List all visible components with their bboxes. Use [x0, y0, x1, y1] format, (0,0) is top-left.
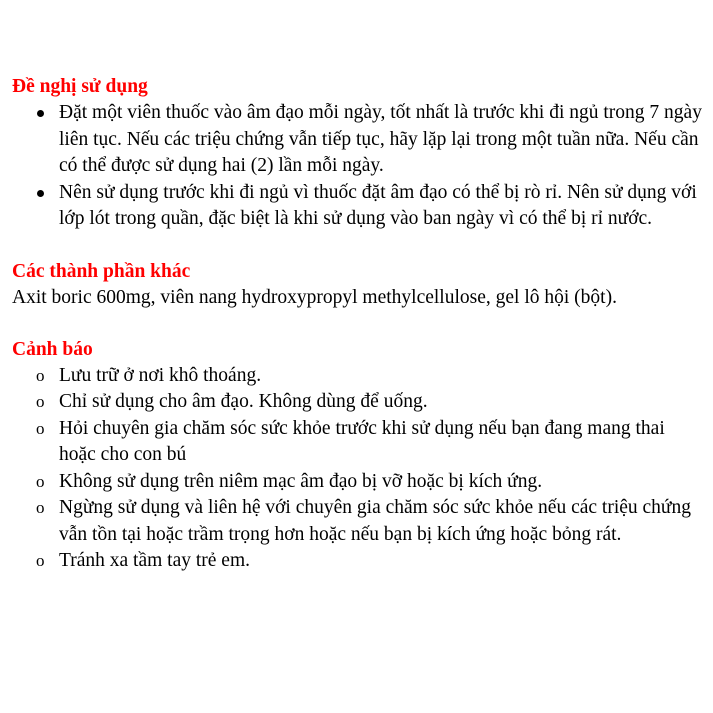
warning-item: [12, 363, 703, 390]
warning-item-text: Ngừng sử dụng và liên hệ với chuyên gia chăm sóc sức khỏe nếu các triệu chứng vẫn tồn tại hoặc trầm trọng hơn hoặc nếu bạn bị kích ứng hoặc bỏng rát.: [59, 497, 691, 545]
ingredients-heading: Các thành phần khác: [12, 260, 191, 282]
usage-heading: Đề nghị sử dụng: [12, 76, 148, 97]
usage-item: [12, 180, 703, 233]
usage-item-text: Nên sử dụng trước khi đi ngủ vì thuốc đặt âm đạo có thể bị rò rỉ. Nên sử dụng với lớp lót trong quần, đặc biệt là khi sử dụng vào ban ngày vì có thể bị rỉ nước.: [59, 181, 697, 229]
circle-bullet-icon: o: [36, 392, 45, 411]
warning-item-text: Không sử dụng trên niêm mạc âm đạo bị vỡ hoặc bị kích ứng.: [59, 470, 543, 492]
circle-bullet-icon: o: [36, 551, 45, 570]
circle-bullet-icon: o: [36, 471, 45, 491]
warning-item: [12, 416, 703, 469]
bullet-icon: [37, 110, 44, 117]
warning-item-text: Tránh xa tầm tay trẻ em.: [59, 550, 250, 571]
warnings-list: [12, 363, 703, 575]
ingredients-section: [12, 259, 703, 311]
warning-item-text: Lưu trữ ở nơi khô thoáng.: [59, 364, 262, 386]
circle-bullet-icon: o: [36, 365, 45, 385]
bullet-icon: [37, 190, 44, 197]
usage-section: [12, 74, 703, 233]
usage-list: [12, 100, 703, 233]
circle-bullet-icon: o: [36, 498, 45, 517]
warning-item-text: Chỉ sử dụng cho âm đạo. Không dùng để uống.: [59, 391, 428, 412]
warning-item: [12, 495, 703, 548]
usage-item-text: Đặt một viên thuốc vào âm đạo mỗi ngày, tốt nhất là trước khi đi ngủ trong 7 ngày liên tục. Nếu các triệu chứng vẫn tiếp tục, hãy lặp lại trong một tuần nữa. Nếu cần có thể được sử dụng hai (2) lần mỗi ngày.: [59, 102, 702, 176]
warnings-section: [12, 337, 703, 575]
warning-item: [12, 548, 703, 575]
warning-item: [12, 469, 703, 496]
usage-item: [12, 100, 703, 180]
ingredients-text: Axit boric 600mg, viên nang hydroxypropyl methylcellulose, gel lô hội (bột).: [12, 286, 617, 308]
warning-item-text: Hỏi chuyên gia chăm sóc sức khỏe trước khi sử dụng nếu bạn đang mang thai hoặc cho con bú: [59, 417, 665, 465]
warnings-heading: Cảnh báo: [12, 338, 93, 360]
circle-bullet-icon: o: [36, 418, 45, 438]
warning-item: [12, 389, 703, 416]
